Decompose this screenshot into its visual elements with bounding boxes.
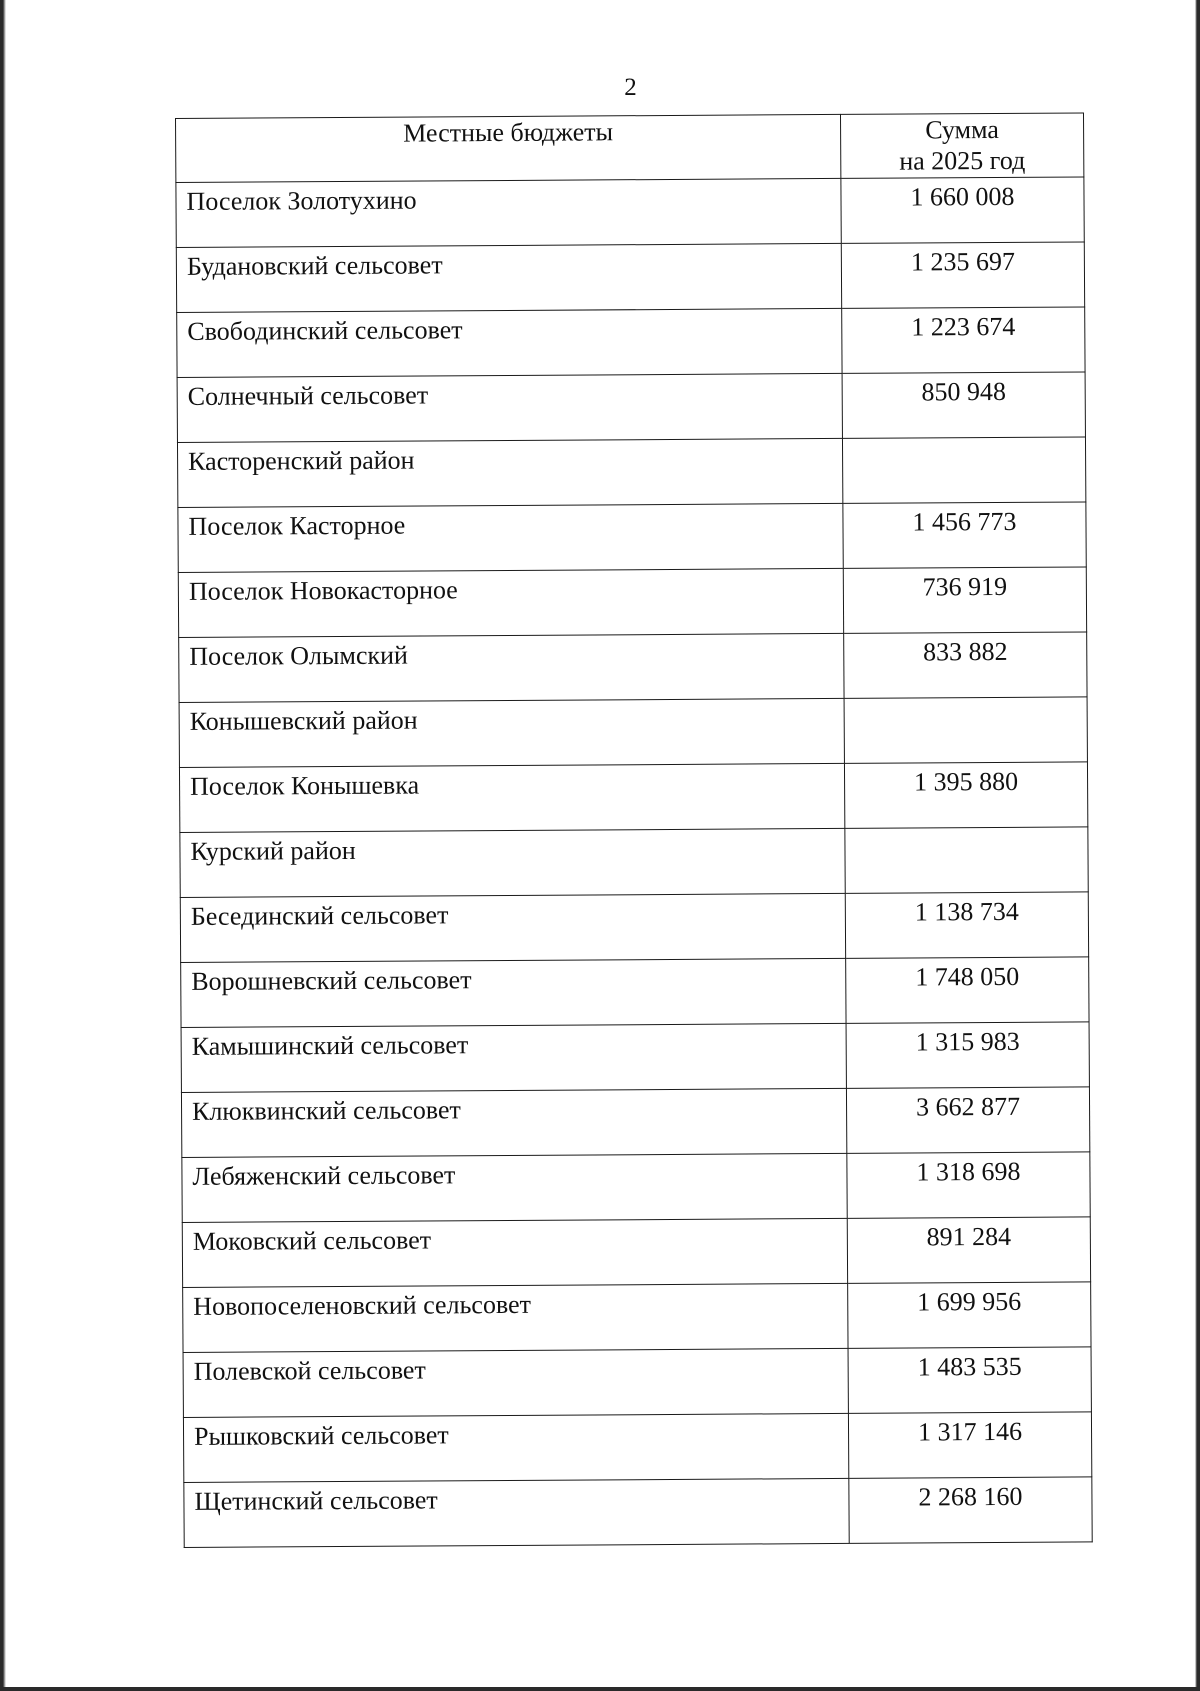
table-row [178, 567, 1086, 638]
row-sum-cell: 1 395 880 [844, 762, 1087, 828]
row-sum-cell: 2 268 160 [849, 1477, 1092, 1543]
table-row [179, 697, 1087, 768]
table-row [183, 1412, 1091, 1483]
table-row [180, 892, 1088, 963]
column-header-sum-line1: Сумма [925, 114, 999, 145]
row-name-cell: Полевской сельсовет [183, 1348, 848, 1417]
row-sum-cell: 3 662 877 [846, 1087, 1089, 1153]
row-sum-cell: 850 948 [842, 372, 1085, 438]
table-row [179, 632, 1087, 703]
row-sum-cell [844, 697, 1087, 763]
row-sum-cell: 833 882 [844, 632, 1087, 698]
table-row [176, 177, 1084, 248]
row-name-cell: Ворошневский сельсовет [181, 958, 846, 1027]
row-name-cell: Конышевский район [179, 698, 844, 767]
table-row [181, 1087, 1089, 1158]
table-row [180, 827, 1088, 898]
table-row [176, 242, 1084, 313]
row-sum-cell: 1 315 983 [846, 1022, 1089, 1088]
table-row [178, 502, 1086, 573]
page-number: 2 [624, 74, 637, 101]
budget-table [175, 112, 1093, 1548]
table-row [183, 1282, 1091, 1353]
row-name-cell: Новопоселеновский сельсовет [183, 1283, 848, 1352]
row-sum-cell: 1 223 674 [842, 307, 1085, 373]
row-sum-cell: 736 919 [843, 567, 1086, 633]
row-name-cell: Поселок Золотухино [176, 178, 841, 247]
row-name-cell: Камышинский сельсовет [181, 1023, 846, 1092]
table-row [182, 1152, 1090, 1223]
table-header-row [176, 113, 1084, 183]
table-row [181, 1022, 1089, 1093]
row-name-cell: Поселок Касторное [178, 503, 843, 572]
table-row [183, 1347, 1091, 1418]
table-row [179, 762, 1087, 833]
row-name-cell: Поселок Олымский [179, 633, 844, 702]
row-name-cell: Поселок Новокасторное [178, 568, 843, 637]
row-sum-cell: 1 235 697 [841, 242, 1084, 308]
row-sum-cell [845, 827, 1088, 893]
row-sum-cell: 1 699 956 [848, 1282, 1091, 1348]
scan-edge-left [0, 0, 6, 1691]
table-row [177, 372, 1085, 443]
row-name-cell: Лебяженский сельсовет [182, 1153, 847, 1222]
row-sum-cell: 1 456 773 [843, 502, 1086, 568]
row-sum-cell: 1 748 050 [846, 957, 1089, 1023]
row-name-cell: Рышковский сельсовет [183, 1413, 848, 1482]
row-name-cell: Будановский сельсовет [176, 243, 841, 312]
table-row [184, 1477, 1092, 1548]
table-row [182, 1217, 1090, 1288]
row-name-cell: Солнечный сельсовет [177, 373, 842, 442]
column-header-sum [840, 113, 1083, 178]
row-name-cell: Курский район [180, 828, 845, 897]
row-name-cell: Моковский сельсовет [182, 1218, 847, 1287]
table-row [181, 957, 1089, 1028]
row-sum-cell [842, 437, 1085, 503]
row-sum-cell: 1 138 734 [845, 892, 1088, 958]
row-name-cell: Клюквинский сельсовет [181, 1088, 846, 1157]
table-row [177, 437, 1085, 508]
row-name-cell: Поселок Конышевка [179, 763, 844, 832]
row-name-cell: Бесединский сельсовет [180, 893, 845, 962]
row-name-cell: Касторенский район [177, 438, 842, 507]
row-sum-cell: 1 318 698 [847, 1152, 1090, 1218]
row-sum-cell: 1 660 008 [841, 177, 1084, 243]
column-header-sum-line2: на 2025 год [899, 145, 1026, 176]
row-name-cell: Свободинский сельсовет [177, 308, 842, 377]
column-header-local-budgets: Местные бюджеты [176, 114, 841, 182]
row-sum-cell: 891 284 [847, 1217, 1090, 1283]
scan-edge-right [1195, 0, 1200, 1691]
scan-edge-bottom [0, 1687, 1200, 1691]
table-row [177, 307, 1085, 378]
row-sum-cell: 1 317 146 [848, 1412, 1091, 1478]
row-sum-cell: 1 483 535 [848, 1347, 1091, 1413]
row-name-cell: Щетинский сельсовет [184, 1478, 849, 1547]
